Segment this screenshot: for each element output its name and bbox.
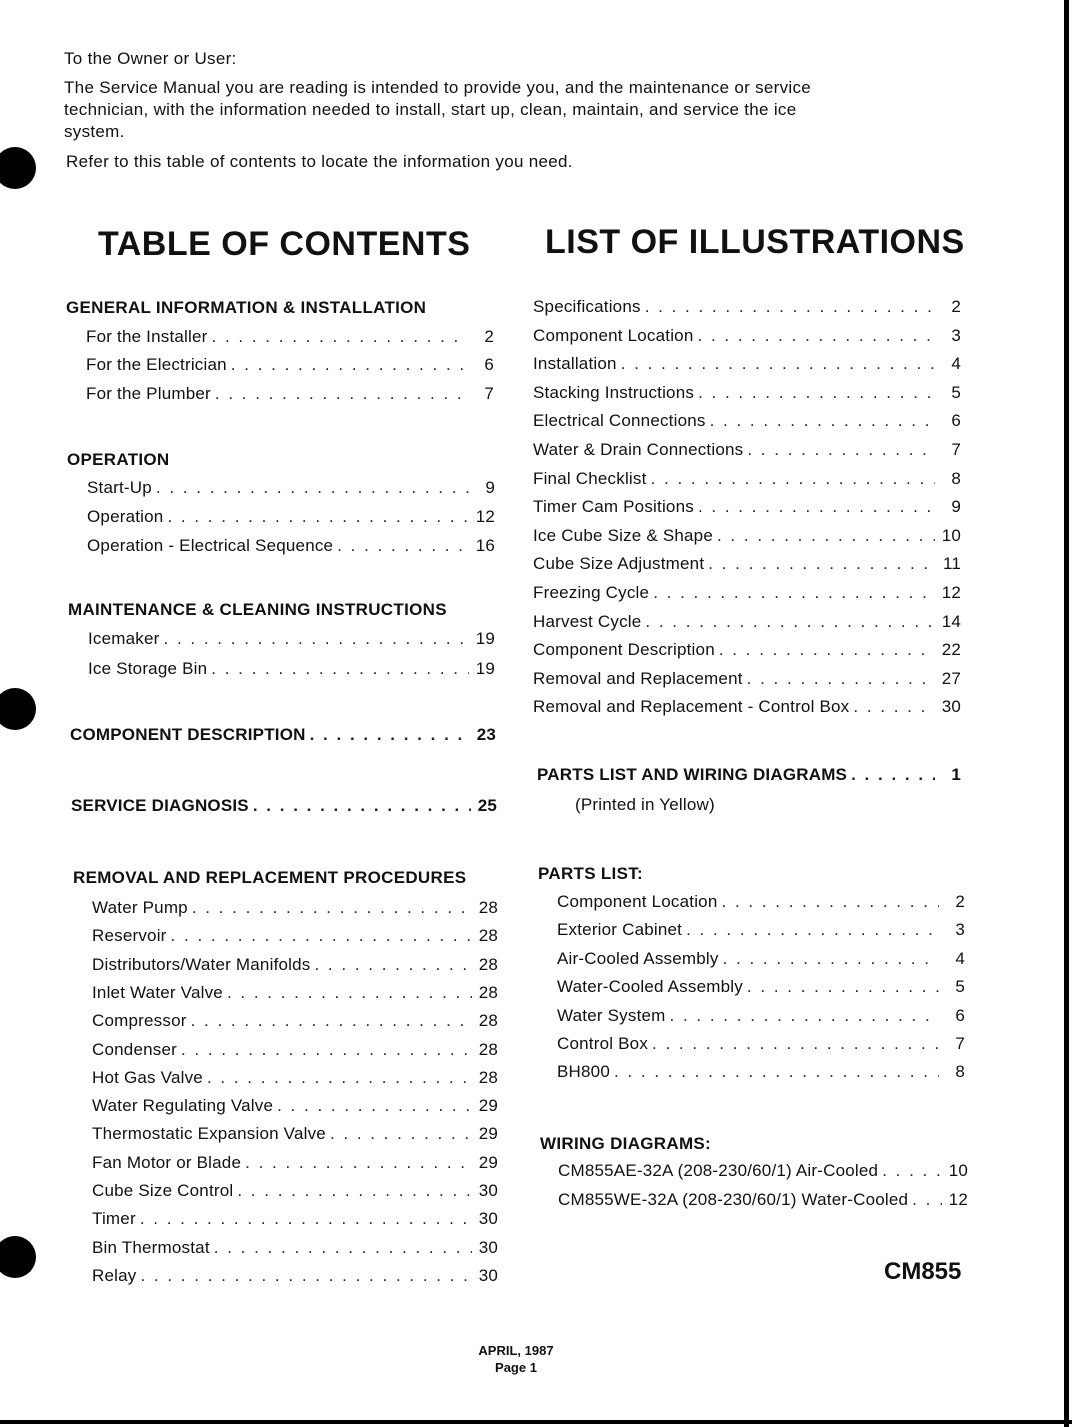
illustration-item-label: Stacking Instructions — [533, 382, 695, 402]
toc-item-label: COMPONENT DESCRIPTION — [70, 725, 306, 744]
leader-dots — [277, 1094, 472, 1118]
toc-item-page: 30 — [478, 1237, 498, 1257]
wiring-item — [558, 1188, 968, 1212]
illustration-item-label: Installation — [533, 354, 617, 374]
toc-item-page: 29 — [478, 1096, 498, 1116]
leader-dots — [621, 352, 935, 376]
toc-item — [92, 953, 498, 977]
toc-item-component-description — [70, 723, 496, 747]
parts-item-label: Water System — [557, 1005, 666, 1025]
illustration-item — [533, 552, 961, 576]
leader-dots — [140, 1207, 472, 1231]
toc-item-label: Hot Gas Valve — [92, 1067, 203, 1087]
illustration-item-page: 27 — [941, 668, 961, 688]
toc-item-page: 16 — [475, 536, 495, 555]
toc-item-service-diagnosis — [71, 794, 497, 818]
leader-dots — [214, 1236, 472, 1260]
illustration-item — [533, 467, 961, 491]
toc-item-label: Thermostatic Expansion Valve — [92, 1124, 326, 1144]
parts-item-label: Air-Cooled Assembly — [557, 948, 719, 968]
toc-item-page: 25 — [477, 796, 497, 815]
illustration-item-label: Removal and Replacement - Control Box — [533, 697, 850, 717]
illustration-item-label: Ice Cube Size & Shape — [533, 525, 713, 545]
parts-item-page: 4 — [955, 948, 965, 968]
illustration-item-page: 9 — [951, 497, 961, 517]
toc-item-label: For the Electrician — [86, 355, 227, 374]
illustration-item — [533, 581, 961, 605]
footer-date: APRIL, 1987 — [478, 1343, 554, 1358]
illustration-item — [533, 438, 961, 462]
leader-dots — [853, 695, 935, 719]
toc-item — [92, 1179, 498, 1203]
illustration-item-label: Component Location — [533, 325, 694, 345]
leader-dots — [686, 918, 939, 942]
leader-dots — [171, 924, 472, 948]
wiring-item-label: CM855AE-32A (208-230/60/1) Air-Cooled — [558, 1161, 879, 1180]
toc-item — [92, 1122, 498, 1146]
leader-dots — [191, 1009, 472, 1033]
toc-item — [87, 505, 495, 529]
leader-dots — [215, 382, 468, 406]
illustration-item — [533, 638, 961, 662]
illustration-item-page: 10 — [941, 525, 961, 545]
leader-dots — [670, 1004, 939, 1028]
section-heading: OPERATION — [67, 450, 170, 469]
parts-item-page: 2 — [955, 892, 965, 911]
toc-item — [92, 924, 498, 948]
toc-item-label: Timer — [92, 1209, 136, 1229]
toc-item-page: 30 — [478, 1181, 498, 1200]
illustration-item-page: 30 — [941, 697, 961, 717]
toc-title: TABLE OF CONTENTS — [98, 225, 471, 263]
section-heading: MAINTENANCE & CLEANING INSTRUCTIONS — [68, 600, 447, 619]
intro-line: system. — [64, 122, 125, 141]
leader-dots — [719, 638, 935, 662]
leader-dots — [192, 896, 472, 920]
toc-item-label: Ice Storage Bin — [88, 659, 208, 678]
toc-item-label: Reservoir — [92, 926, 167, 946]
leader-dots — [882, 1159, 942, 1183]
toc-item-label: Relay — [92, 1265, 137, 1285]
leader-dots — [698, 324, 936, 348]
intro-line: technician, with the information needed to install, start up, clean, maintain, and service the ice — [64, 100, 797, 119]
toc-item — [92, 981, 498, 1005]
illustration-item — [533, 409, 961, 433]
parts-wiring-page: 1 — [951, 765, 961, 784]
toc-item-page: 19 — [475, 629, 495, 648]
illustration-item-page: 5 — [951, 382, 961, 402]
illustration-item-label: Electrical Connections — [533, 411, 706, 431]
leader-dots — [614, 1060, 939, 1084]
toc-item-label: Inlet Water Valve — [92, 982, 223, 1002]
leader-dots — [747, 975, 939, 999]
leader-dots — [698, 381, 935, 405]
toc-item — [92, 1066, 498, 1090]
leader-dots — [156, 476, 469, 500]
toc-item — [92, 1038, 498, 1062]
toc-item-label: Bin Thermostat — [92, 1237, 210, 1257]
intro-line: The Service Manual you are reading is intended to provide you, and the maintenance or service — [64, 78, 812, 97]
toc-item-label: Start-Up — [87, 478, 152, 497]
illustration-item-page: 2 — [951, 297, 961, 316]
illustration-item-page: 3 — [951, 325, 961, 345]
footer-page: Page 1 — [495, 1360, 537, 1375]
parts-item — [557, 1032, 965, 1056]
parts-item-page: 7 — [955, 1034, 965, 1053]
toc-item-page: 28 — [478, 1067, 498, 1087]
illustration-item-page: 7 — [951, 440, 961, 459]
leader-dots — [167, 505, 469, 529]
leader-dots — [212, 325, 468, 349]
toc-item — [86, 353, 494, 377]
binder-hole — [0, 1236, 36, 1278]
toc-item — [92, 896, 498, 920]
toc-item-page: 28 — [478, 898, 498, 917]
leader-dots — [722, 890, 940, 914]
leader-dots — [227, 981, 472, 1005]
leader-dots — [651, 467, 935, 491]
parts-item-page: 5 — [955, 977, 965, 997]
leader-dots — [645, 295, 935, 319]
toc-item-label: For the Plumber — [86, 384, 211, 403]
parts-item-label: Exterior Cabinet — [557, 920, 683, 940]
toc-item — [87, 534, 495, 558]
leader-dots — [164, 627, 469, 651]
toc-item-label: Icemaker — [88, 629, 160, 648]
illustration-item-page: 8 — [951, 468, 961, 488]
toc-item — [92, 1094, 498, 1118]
illustration-item — [533, 495, 961, 519]
toc-item-page: 12 — [475, 507, 495, 526]
toc-item — [86, 325, 494, 349]
parts-item — [557, 890, 965, 914]
leader-dots — [851, 763, 935, 787]
parts-item-page: 8 — [955, 1062, 965, 1082]
toc-item-page: 2 — [484, 327, 494, 346]
leader-dots — [245, 1151, 472, 1175]
toc-item — [88, 657, 495, 681]
parts-item — [557, 975, 965, 999]
toc-item-label: Distributors/Water Manifolds — [92, 954, 311, 974]
page-border-bottom — [0, 1420, 1072, 1424]
parts-wiring-item — [537, 763, 961, 787]
toc-item — [92, 1207, 498, 1231]
wiring-item — [558, 1159, 968, 1183]
toc-item-page: 29 — [478, 1152, 498, 1172]
leader-dots — [717, 524, 935, 548]
toc-item — [87, 476, 495, 500]
wiring-item-label: CM855WE-32A (208-230/60/1) Water-Cooled — [558, 1190, 909, 1209]
toc-item — [88, 627, 495, 651]
illustration-item-label: Freezing Cycle — [533, 583, 650, 602]
toc-item-page: 28 — [478, 982, 498, 1002]
leader-dots — [237, 1179, 472, 1203]
leader-dots — [314, 953, 472, 977]
leader-dots — [337, 534, 469, 558]
illustration-item — [533, 381, 961, 405]
toc-item-page: 30 — [478, 1265, 498, 1285]
toc-item-label: Cube Size Control — [92, 1181, 234, 1200]
intro-salutation: To the Owner or User: — [64, 49, 237, 68]
illustration-item-page: 22 — [941, 640, 961, 660]
toc-item-label: Water Regulating Valve — [92, 1096, 274, 1116]
wiring-item-page: 12 — [948, 1190, 968, 1209]
toc-item-page: 7 — [484, 384, 494, 403]
toc-item-label: Fan Motor or Blade — [92, 1152, 242, 1172]
toc-item — [86, 382, 494, 406]
illustration-item-page: 11 — [942, 554, 961, 574]
illustration-item — [533, 352, 961, 376]
leader-dots — [710, 409, 935, 433]
illustration-item-page: 6 — [951, 411, 961, 431]
illustration-item — [533, 610, 961, 634]
toc-item-label: Compressor — [92, 1011, 187, 1031]
illustration-item-page: 4 — [951, 354, 961, 374]
toc-item-page: 30 — [478, 1209, 498, 1229]
leader-dots — [207, 1066, 472, 1090]
toc-item-page: 28 — [478, 1011, 498, 1031]
illustration-item-label: Cube Size Adjustment — [533, 554, 705, 574]
toc-item-page: 9 — [485, 478, 495, 497]
parts-item — [557, 1004, 965, 1028]
parts-item-label: Water-Cooled Assembly — [557, 977, 743, 997]
leader-dots — [140, 1264, 472, 1288]
illustration-item — [533, 667, 961, 691]
illustration-item — [533, 295, 961, 319]
model-number: CM855 — [884, 1258, 962, 1285]
parts-item-label: Control Box — [557, 1034, 649, 1053]
page-border-right — [1064, 0, 1069, 1427]
toc-item-page: 19 — [475, 659, 495, 678]
toc-item-page: 6 — [484, 355, 494, 374]
leader-dots — [181, 1038, 472, 1062]
parts-item — [557, 947, 965, 971]
toc-item-page: 29 — [478, 1124, 498, 1144]
leader-dots — [231, 353, 468, 377]
binder-hole — [0, 688, 36, 730]
toc-item — [92, 1151, 498, 1175]
leader-dots — [723, 947, 939, 971]
toc-item-page: 28 — [478, 954, 498, 974]
illustration-item-label: Removal and Replacement — [533, 668, 743, 688]
wiring-item-page: 10 — [948, 1161, 968, 1180]
illustration-item-label: Specifications — [533, 297, 641, 316]
leader-dots — [747, 438, 935, 462]
illustration-item-label: Component Description — [533, 640, 715, 660]
section-heading: WIRING DIAGRAMS: — [540, 1134, 712, 1153]
illustration-item — [533, 324, 961, 348]
toc-item-label: SERVICE DIAGNOSIS — [71, 796, 249, 815]
leader-dots — [912, 1188, 942, 1212]
illustration-item — [533, 695, 961, 719]
toc-item-label: For the Installer — [86, 327, 208, 346]
illustration-item-page: 12 — [941, 583, 961, 602]
leader-dots — [645, 610, 935, 634]
toc-item-label: Condenser — [92, 1039, 177, 1059]
parts-item-page: 3 — [955, 920, 965, 940]
toc-item-page: 28 — [478, 926, 498, 946]
leader-dots — [253, 794, 471, 818]
illustration-item-page: 14 — [941, 611, 961, 631]
section-heading: REMOVAL AND REPLACEMENT PROCEDURES — [73, 868, 467, 887]
illustration-item-label: Final Checklist — [533, 468, 647, 488]
leader-dots — [310, 723, 470, 747]
parts-item-label: Component Location — [557, 892, 718, 911]
toc-item — [92, 1236, 498, 1260]
illustration-item — [533, 524, 961, 548]
leader-dots — [211, 657, 469, 681]
parts-item-page: 6 — [955, 1005, 965, 1025]
parts-item-label: BH800 — [557, 1062, 610, 1082]
parts-wiring-note: (Printed in Yellow) — [575, 795, 715, 814]
toc-item-label: Operation — [87, 507, 164, 526]
section-heading: GENERAL INFORMATION & INSTALLATION — [66, 298, 427, 317]
intro-line: Refer to this table of contents to locate the information you need. — [66, 152, 573, 171]
parts-wiring-label: PARTS LIST AND WIRING DIAGRAMS — [537, 765, 848, 784]
illustration-item-label: Timer Cam Positions — [533, 497, 694, 517]
leader-dots — [653, 581, 935, 605]
leader-dots — [330, 1122, 472, 1146]
loi-title: LIST OF ILLUSTRATIONS — [545, 223, 965, 261]
leader-dots — [747, 667, 935, 691]
parts-item — [557, 918, 965, 942]
leader-dots — [652, 1032, 939, 1056]
toc-item — [92, 1264, 498, 1288]
toc-item-page: 23 — [476, 725, 496, 744]
illustration-item-label: Harvest Cycle — [533, 611, 642, 631]
toc-item-label: Operation - Electrical Sequence — [87, 536, 334, 555]
toc-item-page: 28 — [478, 1039, 498, 1059]
leader-dots — [698, 495, 935, 519]
illustration-item-label: Water & Drain Connections — [533, 440, 744, 459]
section-heading: PARTS LIST: — [538, 864, 643, 883]
toc-item — [92, 1009, 498, 1033]
leader-dots — [708, 552, 935, 576]
binder-hole — [0, 147, 36, 189]
parts-item — [557, 1060, 965, 1084]
toc-item-label: Water Pump — [92, 898, 188, 917]
